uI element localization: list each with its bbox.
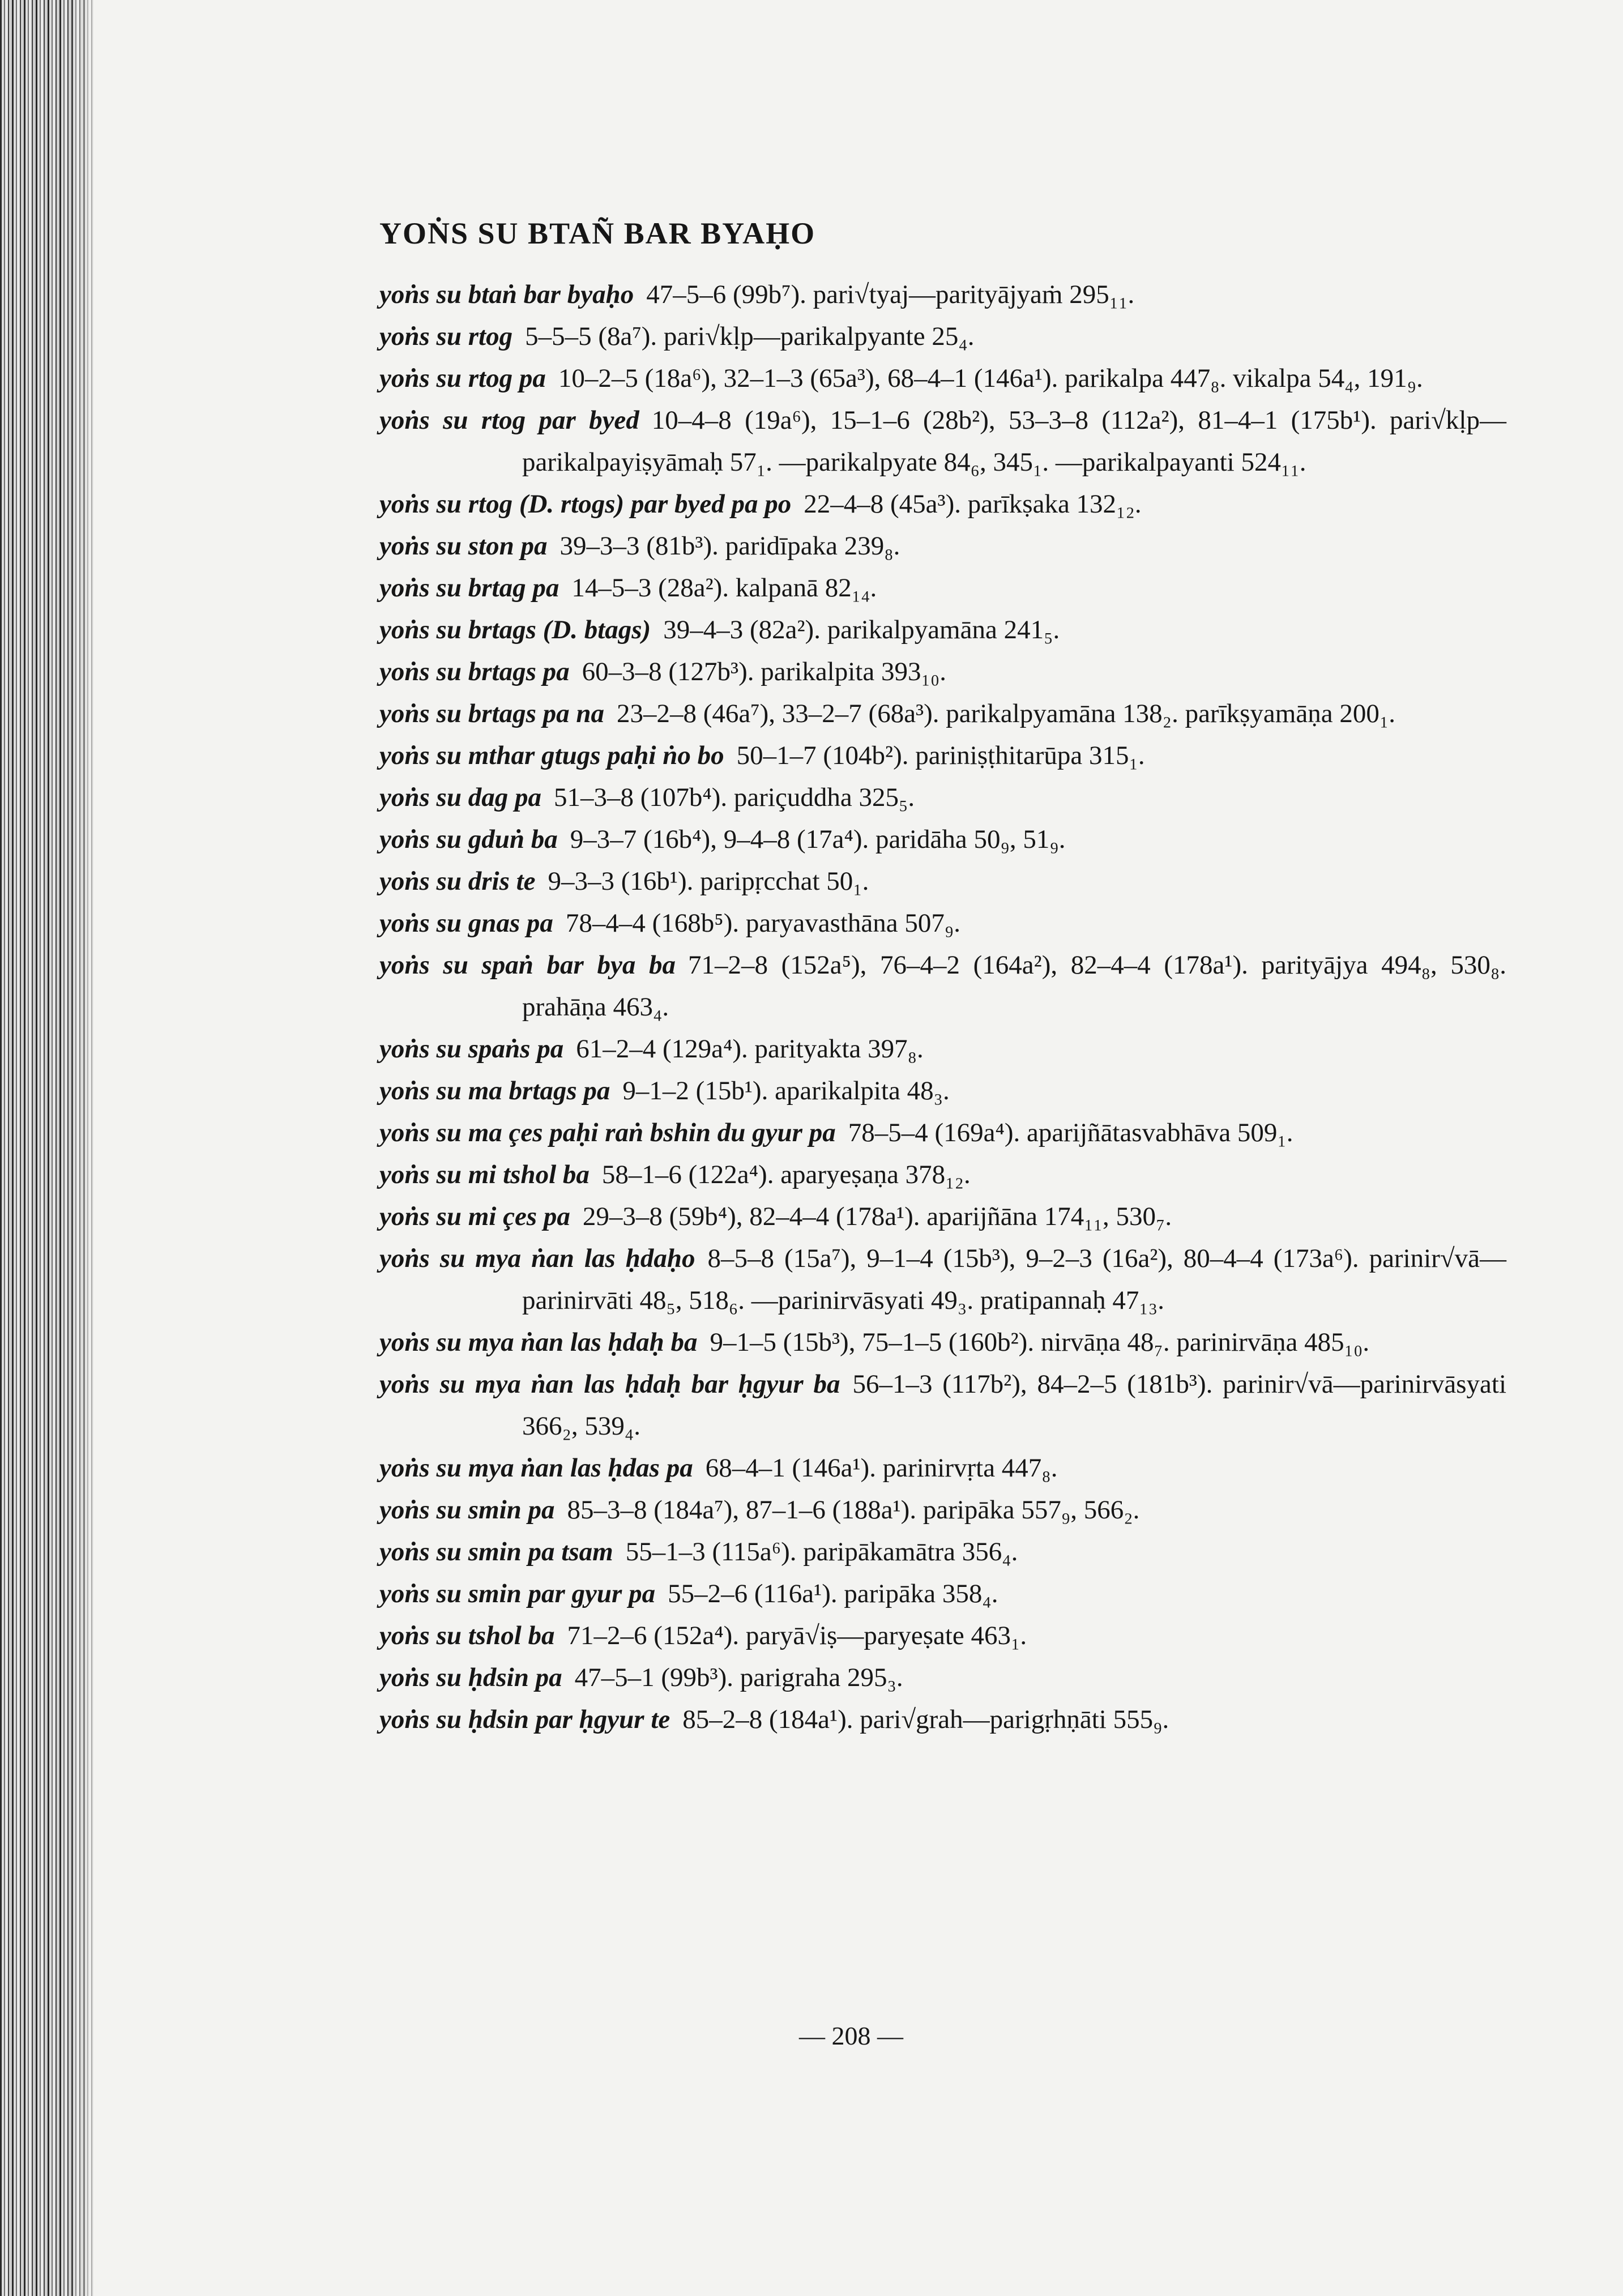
entry-headword: yoṅs su ma çes paḥi raṅ bshin du gyur pa (379, 1117, 836, 1147)
entry-headword: yoṅs su mya ṅan las ḥdaḥo (379, 1243, 695, 1273)
entry-body: 39–3–3 (81b³). paridīpaka 239₈. (559, 531, 900, 561)
entry-headword: yoṅs su ḥdsin pa (379, 1662, 562, 1692)
entry-body: 85–3–8 (184a⁷), 87–1–6 (188a¹). paripāka 557₉, 566₂. (567, 1495, 1140, 1525)
entry-body: 14–5–3 (28a²). kalpanā 82₁₄. (571, 573, 877, 603)
entry-body: 9–3–7 (16b⁴), 9–4–8 (17a⁴). paridāha 50₉, 51₉. (570, 824, 1066, 854)
dictionary-entry (379, 776, 1506, 818)
entry-body: 47–5–6 (99b⁷). pari√tyaj—parityājyaṁ 295₁₁. (646, 279, 1135, 309)
dictionary-entry (379, 609, 1506, 651)
entry-body: 61–2–4 (129a⁴). parityakta 397₈. (576, 1034, 924, 1064)
dictionary-entry (379, 1321, 1506, 1363)
entry-headword: yoṅs su ḥdsin par ḥgyur te (379, 1704, 670, 1734)
entry-body: 55–1–3 (115a⁶). paripākamātra 356₄. (625, 1537, 1018, 1567)
entry-body: 23–2–8 (46a⁷), 33–2–7 (68a³). parikalpyamāna 138₂. parīkṣyamāṇa 200₁. (617, 698, 1395, 728)
entry-body: 56–1–3 (117b²), 84–2–5 (181b³). parinir√vā—parinirvāsyati 366₂, 539₄. (522, 1369, 1507, 1441)
entry-headword: yoṅs su spaṅ bar bya ba (379, 950, 676, 980)
entry-headword: yoṅs su rtog (379, 321, 513, 351)
entry-headword: yoṅs su rtog par byed (379, 405, 639, 435)
dictionary-entry (379, 944, 1506, 1028)
dictionary-entry (379, 735, 1506, 776)
entry-headword: yoṅs su dris te (379, 866, 536, 896)
entry-body: 9–1–5 (15b³), 75–1–5 (160b²). nirvāṇa 48₇. parinirvāṇa 485₁₀. (710, 1327, 1370, 1357)
dictionary-entry (379, 651, 1506, 693)
entry-headword: yoṅs su btaṅ bar byaḥo (379, 279, 634, 309)
entry-body: 9–1–2 (15b¹). aparikalpita 48₃. (622, 1076, 950, 1106)
dictionary-entry (379, 693, 1506, 735)
entry-body: 78–5–4 (169a⁴). aparijñātasvabhāva 509₁. (848, 1117, 1293, 1147)
entry-headword: yoṅs su gduṅ ba (379, 824, 558, 854)
entry-headword: yoṅs su brtag pa (379, 573, 559, 603)
entry-body: 71–2–6 (152a⁴). paryā√iṣ—paryeṣate 463₁. (567, 1620, 1027, 1650)
dictionary-entry (379, 1070, 1506, 1112)
dictionary-entry (379, 1028, 1506, 1070)
dictionary-entry (379, 1698, 1506, 1740)
dictionary-entry (379, 1447, 1506, 1489)
dictionary-page (379, 215, 1506, 1740)
entry-body: 60–3–8 (127b³). parikalpita 393₁₀. (582, 656, 946, 686)
dictionary-entry (379, 1615, 1506, 1657)
entry-body: 51–3–8 (107b⁴). pariçuddha 325₅. (553, 782, 915, 812)
entry-headword: yoṅs su mi tshol ba (379, 1159, 590, 1189)
dictionary-entry (379, 1489, 1506, 1531)
dictionary-entry (379, 1363, 1506, 1447)
entry-body: 9–3–3 (16b¹). paripṛcchat 50₁. (548, 866, 869, 896)
entry-body: 29–3–8 (59b⁴), 82–4–4 (178a¹). aparijñāna 174₁₁, 530₇. (582, 1201, 1172, 1231)
page-number: — 208 — (799, 2021, 903, 2050)
entry-headword: yoṅs su smin par gyur pa (379, 1578, 656, 1608)
dictionary-entry (379, 483, 1506, 525)
page-heading: YOṄS SU BTAÑ BAR BYAḤO (379, 216, 816, 250)
spine-fade (68, 0, 108, 2296)
dictionary-entry (379, 1657, 1506, 1698)
entry-headword: yoṅs su mthar gtugs paḥi ṅo bo (379, 740, 724, 770)
entry-body: 85–2–8 (184a¹). pari√grah—parigṛhṇāti 555₉. (682, 1704, 1169, 1734)
entry-headword: yoṅs su mya ṅan las ḥdaḥ ba (379, 1327, 698, 1357)
entry-headword: yoṅs su smin pa tsam (379, 1537, 613, 1567)
entry-headword: yoṅs su brtags pa na (379, 698, 604, 728)
entry-body: 22–4–8 (45a³). parīkṣaka 132₁₂. (804, 489, 1142, 519)
dictionary-entry (379, 1154, 1506, 1196)
entry-body: 39–4–3 (82a²). parikalpyamāna 241₅. (663, 614, 1060, 645)
dictionary-entry (379, 1112, 1506, 1154)
entry-headword: yoṅs su rtog (D. rtogs) par byed pa po (379, 489, 792, 519)
entry-headword: yoṅs su brtags pa (379, 656, 570, 686)
entry-headword: yoṅs su rtog pa (379, 363, 546, 393)
entry-body: 50–1–7 (104b²). pariniṣṭhitarūpa 315₁. (736, 740, 1145, 770)
entry-body: 78–4–4 (168b⁵). paryavasthāna 507₉. (565, 908, 961, 938)
dictionary-entry (379, 1237, 1506, 1321)
dictionary-entry (379, 357, 1506, 399)
dictionary-entry (379, 525, 1506, 567)
dictionary-entry (379, 902, 1506, 944)
entry-headword: yoṅs su tshol ba (379, 1620, 555, 1650)
dictionary-entry (379, 274, 1506, 315)
entry-headword: yoṅs su gnas pa (379, 908, 553, 938)
dictionary-entry (379, 1573, 1506, 1615)
entry-body: 47–5–1 (99b³). parigraha 295₃. (574, 1662, 903, 1692)
entry-body: 8–5–8 (15a⁷), 9–1–4 (15b³), 9–2–3 (16a²), 80–4–4 (173a⁶). parinir√vā—parinirvāti 48₅, 518₆. —parinirvāsyati 49₃. pratipannaḥ 47₁₃. (522, 1243, 1507, 1315)
entry-headword: yoṅs su ston pa (379, 531, 548, 561)
dictionary-entry (379, 818, 1506, 860)
entry-headword: yoṅs su smin pa (379, 1495, 555, 1525)
entry-body: 10–2–5 (18a⁶), 32–1–3 (65a³), 68–4–1 (146a¹). parikalpa 447₈. vikalpa 54₄, 191₉. (558, 363, 1423, 393)
dictionary-entry (379, 1196, 1506, 1237)
entry-headword: yoṅs su dag pa (379, 782, 541, 812)
dictionary-entry (379, 1531, 1506, 1573)
entry-body: 68–4–1 (146a¹). parinirvṛta 447₈. (705, 1453, 1058, 1483)
entry-body: 5–5–5 (8a⁷). pari√kḷp—parikalpyante 25₄. (525, 321, 975, 351)
dictionary-entry (379, 567, 1506, 609)
entry-body: 10–4–8 (19a⁶), 15–1–6 (28b²), 53–3–8 (112a²), 81–4–1 (175b¹). pari√kḷp—parikalpayiṣyāmaḥ 57₁. —parikalpyate 84₆, 345₁. —parikalpayanti 524₁₁. (522, 405, 1506, 477)
entry-body: 71–2–8 (152a⁵), 76–4–2 (164a²), 82–4–4 (178a¹). parityājya 494₈, 530₈. prahāṇa 463₄. (522, 950, 1506, 1022)
entry-headword: yoṅs su mya ṅan las ḥdaḥ bar ḥgyur ba (379, 1369, 840, 1399)
entry-body: 55–2–6 (116a¹). paripāka 358₄. (668, 1578, 998, 1608)
entry-headword: yoṅs su ma brtags pa (379, 1076, 610, 1106)
dictionary-entry (379, 399, 1506, 483)
entry-headword: yoṅs su brtags (D. btags) (379, 614, 651, 645)
entry-headword: yoṅs su spaṅs pa (379, 1034, 564, 1064)
entry-body: 58–1–6 (122a⁴). aparyeṣaṇa 378₁₂. (601, 1159, 971, 1189)
entry-list (379, 274, 1506, 1740)
dictionary-entry (379, 860, 1506, 902)
dictionary-entry (379, 315, 1506, 357)
entry-headword: yoṅs su mya ṅan las ḥdas pa (379, 1453, 693, 1483)
entry-headword: yoṅs su mi çes pa (379, 1201, 570, 1231)
